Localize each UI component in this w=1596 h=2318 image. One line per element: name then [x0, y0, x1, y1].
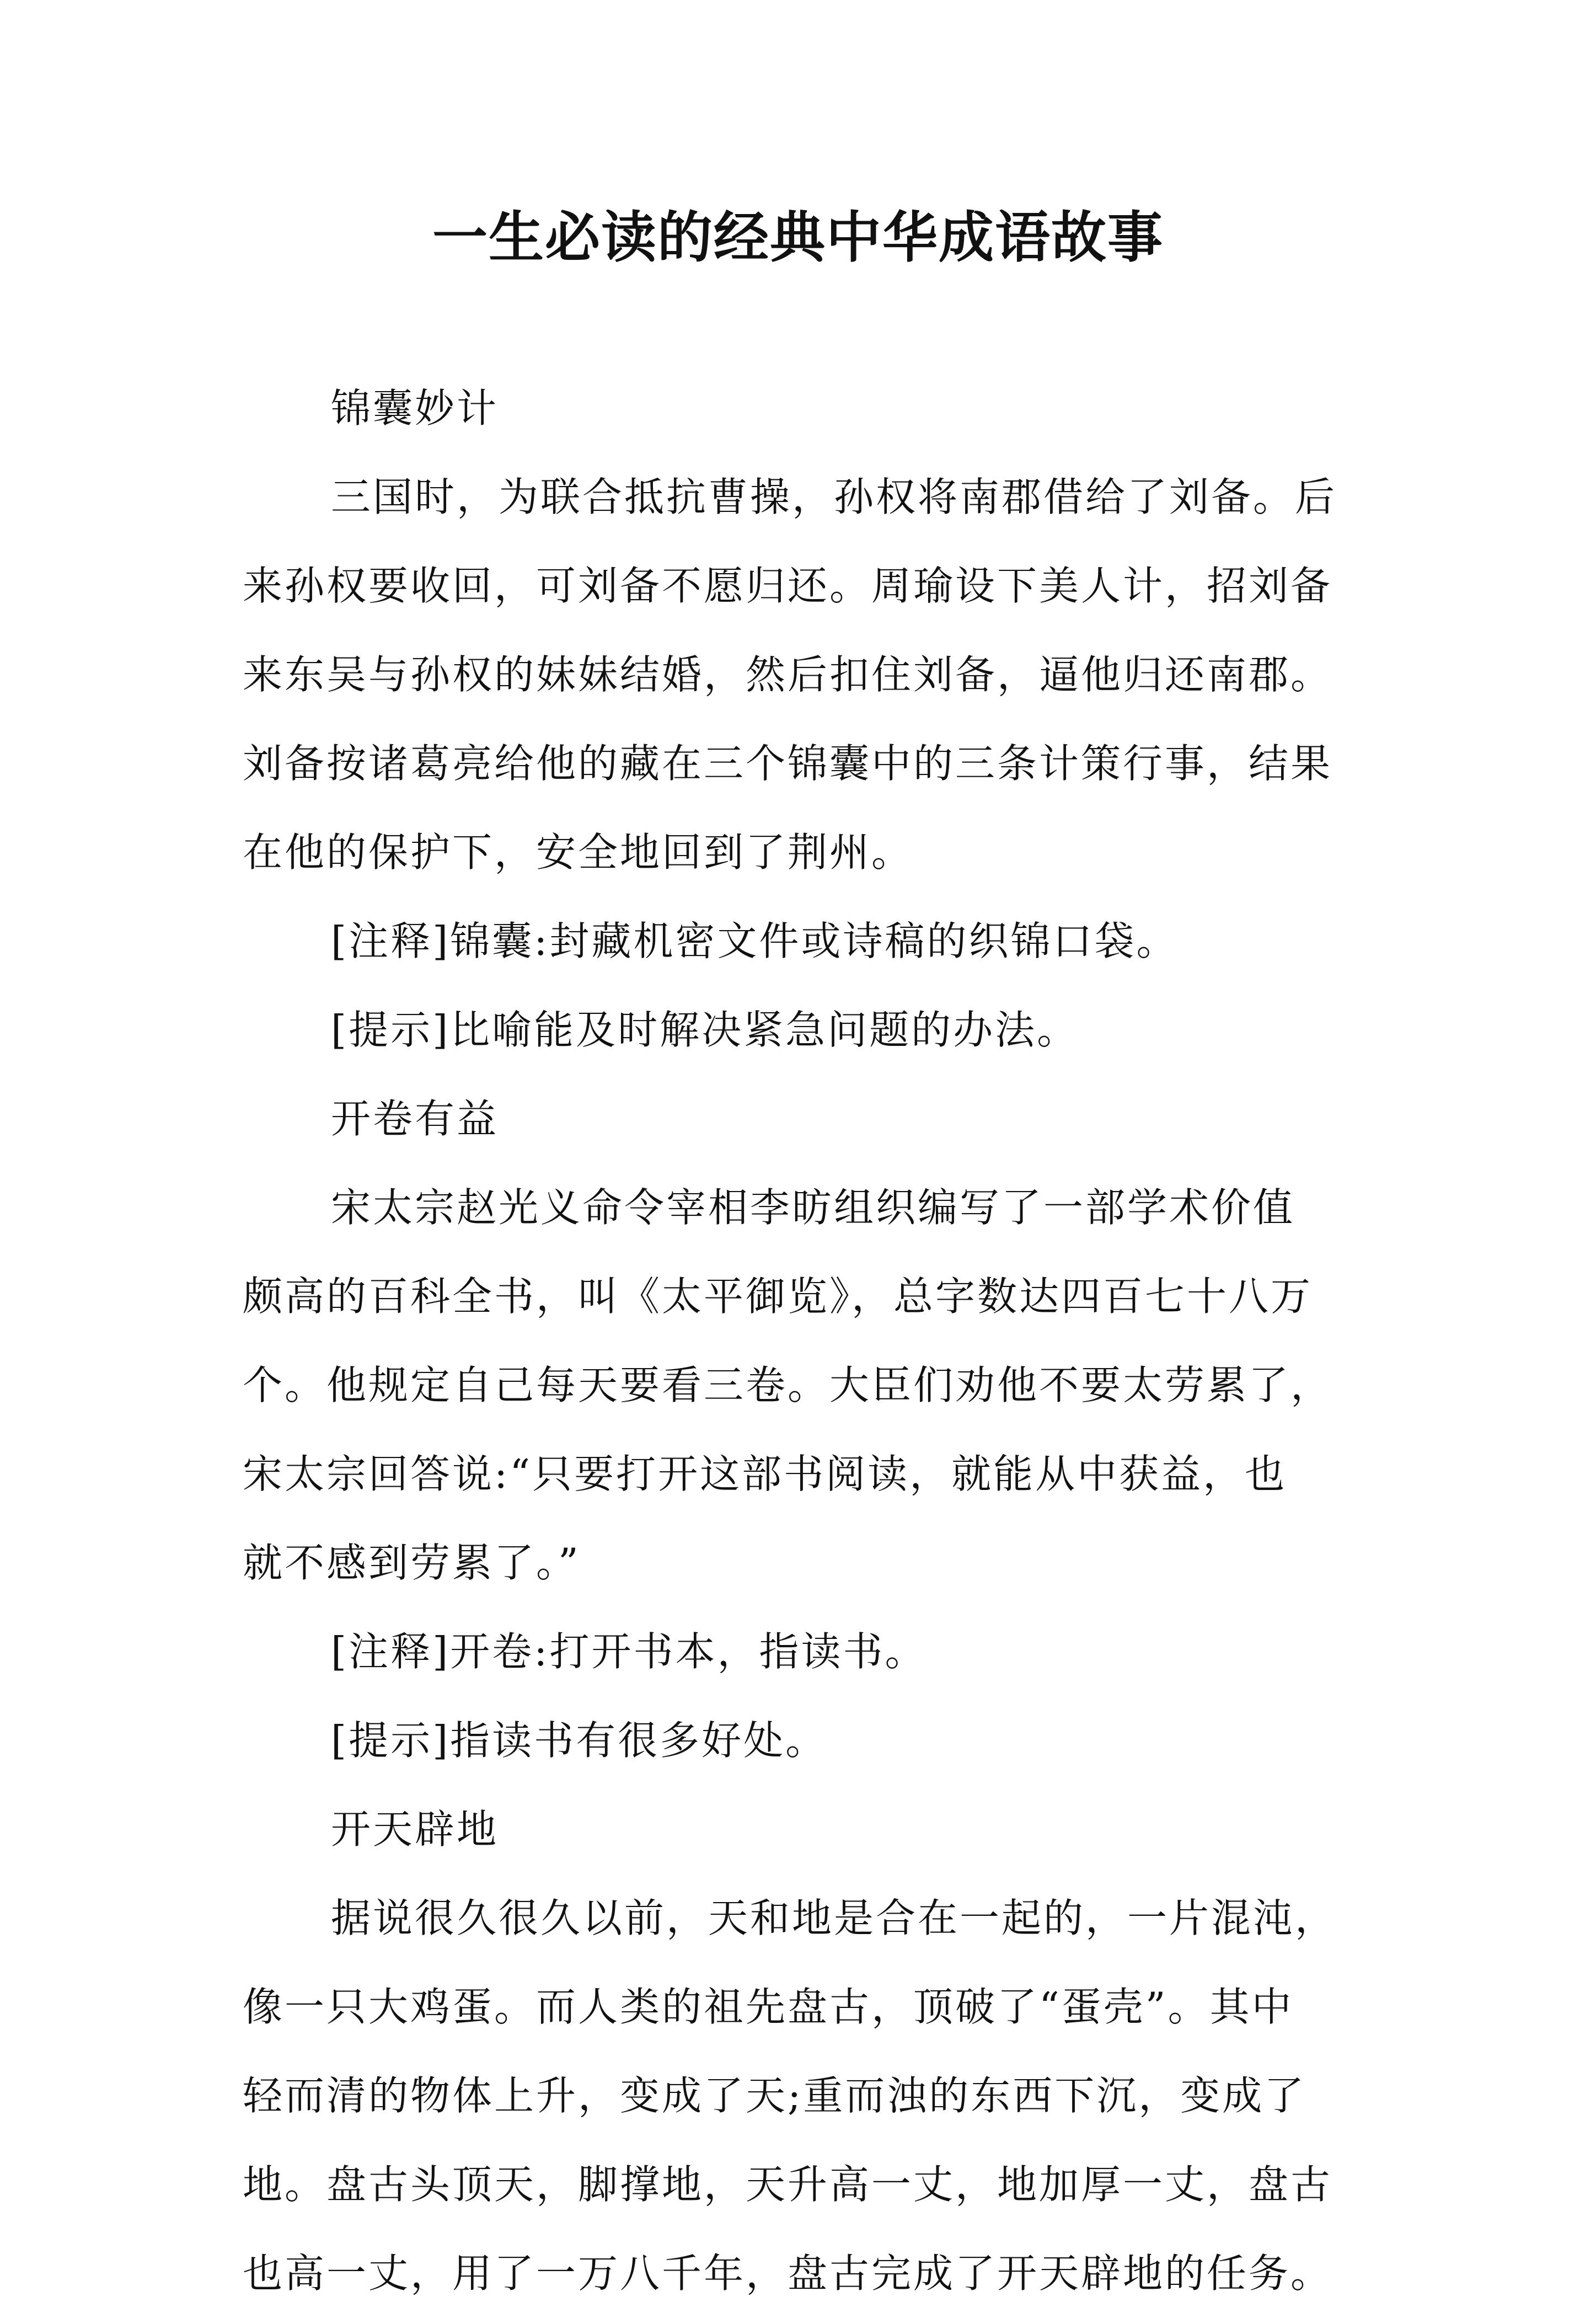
document-title: 一生必读的经典中华成语故事 [432, 205, 1164, 270]
note-line: [注释]锦囊:封藏机密文件或诗稿的织锦口袋。 [331, 918, 1179, 964]
paragraph-line: 三国时，为联合抵抗曹操，孙权将南郡借给了刘备。后 [331, 474, 1337, 520]
paragraph-line: 颇高的百科全书，叫《太平御览》，总字数达四百七十八万 [243, 1273, 1313, 1320]
paragraph-line: 轻而清的物体上升，变成了天;重而浊的东西下沉，变成了 [243, 2073, 1306, 2119]
paragraph-line: 地。盘古头顶天，脚撑地，天升高一丈，地加厚一丈，盘古 [243, 2161, 1333, 2208]
paragraph-line: 来孙权要收回，可刘备不愿归还。周瑜设下美人计，招刘备 [243, 563, 1333, 609]
paragraph-line: 个。他规定自己每天要看三卷。大臣们劝他不要太劳累了， [243, 1362, 1333, 1408]
paragraph-line: 据说很久很久以前，天和地是合在一起的，一片混沌， [331, 1895, 1337, 1941]
hint-line: [提示]指读书有很多好处。 [331, 1717, 828, 1764]
paragraph-line: 在他的保护下，安全地回到了荆州。 [243, 829, 914, 875]
hint-line: [提示]比喻能及时解决紧急问题的办法。 [331, 1007, 1079, 1053]
paragraph-line: 就不感到劳累了。” [243, 1540, 581, 1586]
note-line: [注释]开卷:打开书本，指读书。 [331, 1628, 927, 1675]
idiom-heading: 开天辟地 [331, 1806, 499, 1852]
paragraph-line: 来东吴与孙权的妹妹结婚，然后扣住刘备，逼他归还南郡。 [243, 651, 1333, 698]
paragraph-line: 也高一丈，用了一万八千年，盘古完成了开天辟地的任务。 [243, 2250, 1333, 2296]
idiom-heading: 锦囊妙计 [331, 385, 499, 431]
document-body [243, 364, 1401, 2318]
paragraph-line: 宋太宗赵光义命令宰相李昉组织编写了一部学术价值 [331, 1184, 1295, 1231]
paragraph-line: 刘备按诸葛亮给他的藏在三个锦囊中的三条计策行事，结果 [243, 740, 1333, 787]
idiom-heading: 开卷有益 [331, 1096, 499, 1142]
paragraph-line: 像一只大鸡蛋。而人类的祖先盘古，顶破了“蛋壳”。其中 [243, 1984, 1294, 2030]
paragraph-line: 宋太宗回答说:“只要打开这部书阅读，就能从中获益，也 [243, 1451, 1287, 1497]
